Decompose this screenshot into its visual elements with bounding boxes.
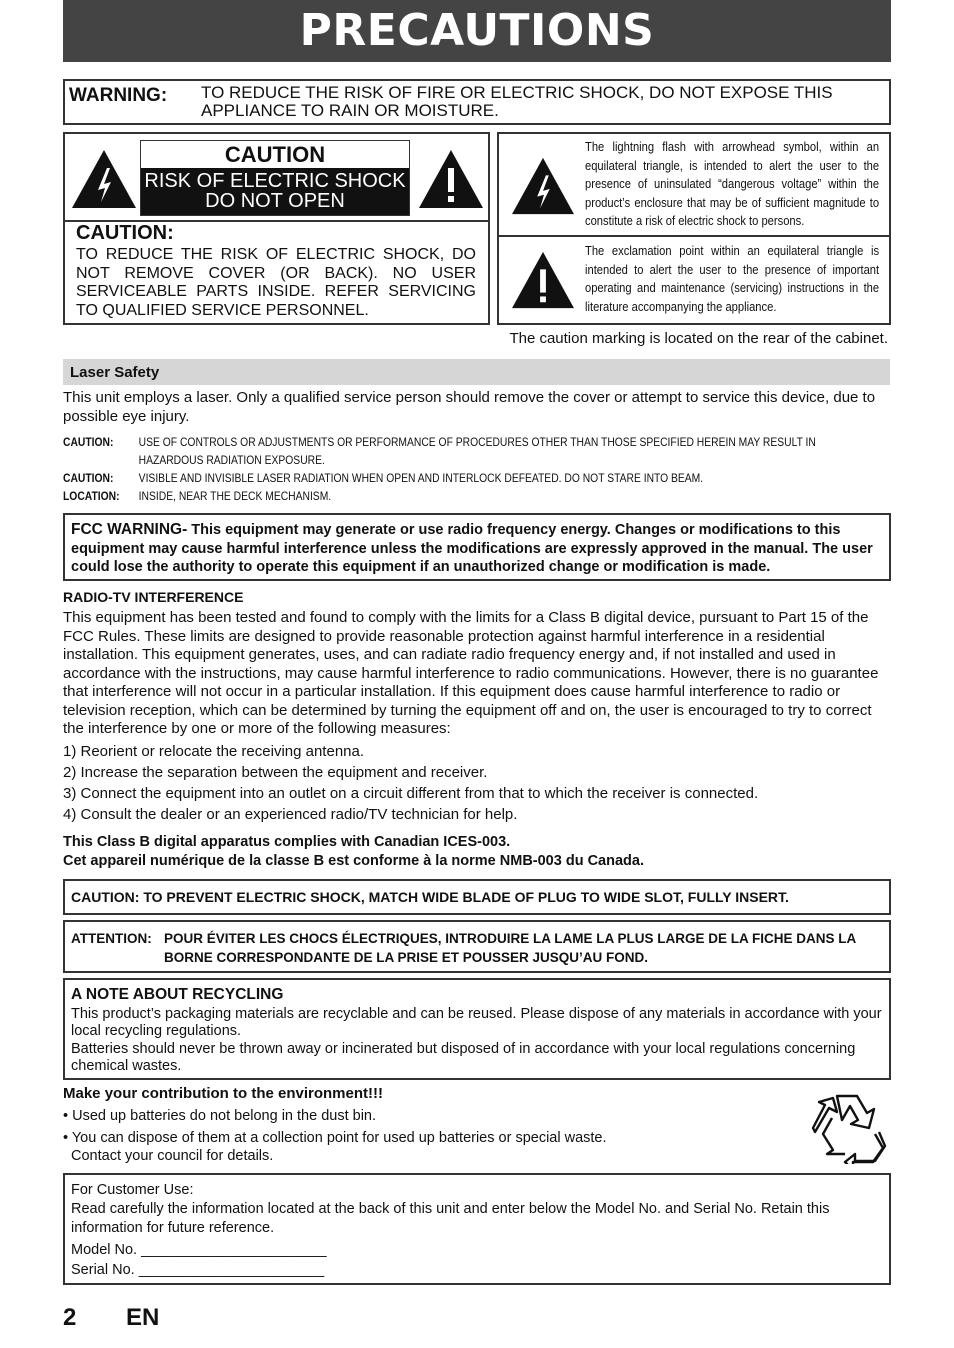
recycling-heading: A NOTE ABOUT RECYCLING xyxy=(71,986,284,1003)
warning-box xyxy=(63,79,891,125)
fcc-warning-label: FCC WARNING- xyxy=(71,521,188,538)
recycling-box xyxy=(63,978,891,1080)
environment-bullet-cont: Contact your council for details. xyxy=(71,1148,274,1164)
attention-line1: POUR ÉVITER LES CHOCS ÉLECTRIQUES, INTRODUIRE LA LAME LA PLUS LARGE DE LA FICHE DANS LA xyxy=(164,931,857,946)
laser-item-label: CAUTION: xyxy=(63,471,114,485)
caution-label-line1: RISK OF ELECTRIC SHOCK xyxy=(144,170,406,192)
caution-label-box xyxy=(63,132,490,325)
page-number: 2 xyxy=(63,1304,77,1331)
divider xyxy=(499,235,889,237)
measure-item: 4) Consult the dealer or an experienced radio/TV technician for help. xyxy=(63,806,518,823)
environment-bullet: • You can dispose of them at a collection point for used up batteries or special waste. xyxy=(63,1129,607,1146)
measure-item: 1) Reorient or relocate the receiving antenna. xyxy=(63,743,365,760)
environment-bullet: • Used up batteries do not belong in the dust bin. xyxy=(63,1108,377,1124)
language-label: EN xyxy=(126,1304,160,1331)
serial-number-field: Serial No. _______________________ xyxy=(71,1262,325,1278)
fcc-warning-box xyxy=(63,513,891,581)
caution-text: TO REDUCE THE RISK OF ELECTRIC SHOCK, DO NOT REMOVE COVER (OR BACK). NO USER SERVICEABLE PARTS INSIDE. REFER SERVICING TO QUALIFIED SERVICE PERSONNEL. xyxy=(76,246,476,319)
caution-label-title: CAUTION xyxy=(224,142,326,167)
laser-item-text: VISIBLE AND INVISIBLE LASER RADIATION WHEN OPEN AND INTERLOCK DEFEATED. DO NOT STARE INTO BEAM. xyxy=(138,471,704,485)
attention-row xyxy=(71,930,883,967)
lightning-warning-icon xyxy=(70,148,138,210)
laser-intro: This unit employs a laser. Only a qualified service person should remove the cover or attempt to service this device, due to possible eye injury. xyxy=(63,389,876,425)
attention-text xyxy=(164,930,856,967)
radio-tv-body: This equipment has been tested and found to comply with the limits for a Class B digital device, pursuant to Part 15 of the FCC Rules. These limits are designed to provide reasonable protection against harmful interference in a residential installation. This equipment generates, uses, and can radiate radio frequency energy and, if not installed and used in accordance with the instructions, may cause harmful interference to radio communications. However, there is no guarantee that interference will not occur in a particular installation. If this equipment does cause harmful interference to radio or television reception, which can be determined by turning the equipment off and on, the user is encouraged to try to correct the interference by one or more of the following measures: xyxy=(63,609,879,737)
attention-line2: BORNE CORRESPONDANTE DE LA PRISE ET POUSSER JUSQU’AU FOND. xyxy=(164,949,649,965)
laser-item-label: LOCATION: xyxy=(63,489,120,503)
radio-tv-heading: RADIO-TV INTERFERENCE xyxy=(63,589,244,605)
recycling-text-2: Batteries should never be thrown away or incinerated but disposed of in accordance with your local regulations concerning chemical wastes. xyxy=(71,1041,856,1074)
symbols-box xyxy=(497,132,891,325)
exclamation-warning-icon xyxy=(417,148,485,210)
canada-compliance xyxy=(63,833,644,871)
laser-safety-heading: Laser Safety xyxy=(63,359,890,385)
caution-label-panel xyxy=(140,140,410,216)
page-title: PRECAUTIONS xyxy=(63,0,891,62)
environment-bullets xyxy=(63,1107,607,1166)
laser-item xyxy=(63,487,871,505)
warning-text: TO REDUCE THE RISK OF FIRE OR ELECTRIC SHOCK, DO NOT EXPOSE THIS APPLIANCE TO RAIN OR MOISTURE. xyxy=(201,83,833,120)
lightning-symbol-icon xyxy=(509,156,577,216)
caution-label-line2: DO NOT OPEN xyxy=(205,190,345,212)
warning-label: WARNING: xyxy=(69,85,168,106)
attention-box xyxy=(63,920,891,973)
radio-tv-measures xyxy=(63,741,891,825)
canada-compliance-fr: Cet appareil numérique de la classe B est conforme à la norme NMB-003 du Canada. xyxy=(63,853,644,869)
caution-heading: CAUTION: xyxy=(76,222,174,244)
lightning-explanation: The lightning flash with arrowhead symbol, within an equilateral triangle, is intended to alert the user to the presence of uninsulated “dangerous voltage” within the product’s enclosure that may be of sufficient magnitude to constitute a risk of electric shock to persons. xyxy=(585,139,880,228)
laser-item-text: USE OF CONTROLS OR ADJUSTMENTS OR PERFORMANCE OF PROCEDURES OTHER THAN THOSE SPECIFIED HEREIN MAY RESULT IN HAZARDOUS RADIATION EXPOSURE. xyxy=(138,435,816,467)
laser-item xyxy=(63,469,871,487)
customer-use-text: Read carefully the information located at the back of this unit and enter below the Model No. and Serial No. Retain this information for future reference. xyxy=(71,1201,830,1236)
laser-item-text: INSIDE, NEAR THE DECK MECHANISM. xyxy=(138,489,332,503)
environment-heading: Make your contribution to the environment!!! xyxy=(63,1085,384,1102)
customer-use-box xyxy=(63,1173,891,1285)
plug-caution-text: CAUTION: TO PREVENT ELECTRIC SHOCK, MATCH WIDE BLADE OF PLUG TO WIDE SLOT, FULLY INSERT. xyxy=(71,889,789,905)
laser-items xyxy=(63,433,871,505)
marking-note: The caution marking is located on the rear of the cabinet. xyxy=(509,330,888,347)
customer-use-title: For Customer Use: xyxy=(71,1182,194,1198)
laser-item-label: CAUTION: xyxy=(63,435,114,449)
laser-item xyxy=(63,433,871,469)
caution-label-warning xyxy=(141,168,409,215)
fcc-warning-text: This equipment may generate or use radio frequency energy. Changes or modifications to this equipment may cause harmful interference unless the modifications are expressly approved in the manual. The user could lose the authority to operate this equipment if an unauthorized change or modification is made. xyxy=(71,522,873,575)
model-number-field: Model No. _______________________ xyxy=(71,1242,327,1258)
attention-label: ATTENTION: xyxy=(71,931,152,946)
measure-item: 3) Connect the equipment into an outlet on a circuit different from that to which the receiver is connected. xyxy=(63,785,759,802)
canada-compliance-en: This Class B digital apparatus complies with Canadian ICES-003. xyxy=(63,834,511,850)
plug-caution-box xyxy=(63,879,891,915)
exclamation-symbol-icon xyxy=(509,250,577,310)
recycling-text-1: This product’s packaging materials are recyclable and can be reused. Please dispose of any materials in accordance with your local recycling regulations. xyxy=(71,1006,882,1039)
exclamation-explanation: The exclamation point within an equilateral triangle is intended to alert the user to the presence of important operating and maintenance (servicing) instructions in the literature accompanying the appliance. xyxy=(585,243,880,314)
measure-item: 2) Increase the separation between the equipment and receiver. xyxy=(63,764,488,781)
recycle-icon xyxy=(807,1088,887,1164)
